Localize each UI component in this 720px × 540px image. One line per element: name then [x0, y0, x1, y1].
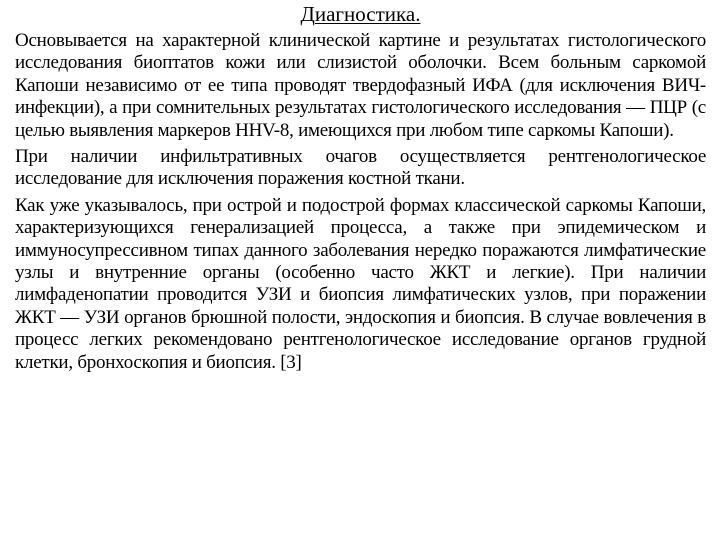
page-title: Диагностика. [300, 2, 421, 26]
paragraph-lymph-organs: Как уже указывалось, при острой и подострой формах классической саркомы Капоши, характеризующихся генерализацией процесса, а также при эпидемическом и иммуносупрессивном типах данного заболевания нередко поражаются лимфатические узлы и внутренние органы (особенно часто ЖКТ и легкие). При наличии лимфаденопатии проводится УЗИ и биопсия лимфатических узлов, при поражении ЖКТ — УЗИ органов брюшной полости, эндоскопия и биопсия. В случае вовлечения в процесс легких рекомендовано рентгенологическое исследование органов грудной клетки, бронхоскопия и биопсия. [3] [15, 194, 706, 373]
paragraph-diagnosis-basis: Основывается на характерной клинической картине и результатах гистологического исследования биоптатов кожи или слизистой оболочки. Всем больным саркомой Капоши независимо от ее типа проводят твердофазный ИФА (для исключения ВИЧ-инфекции), а при сомнительных результатах гистологического исследования — ПЦР (с целью выявления маркеров HHV-8, имеющихся при любом типе саркомы Капоши). [15, 30, 706, 141]
paragraph-infiltrative-foci: При наличии инфильтративных очагов осуществляется рентгенологическое исследование для исключения поражения костной ткани. [15, 146, 706, 190]
